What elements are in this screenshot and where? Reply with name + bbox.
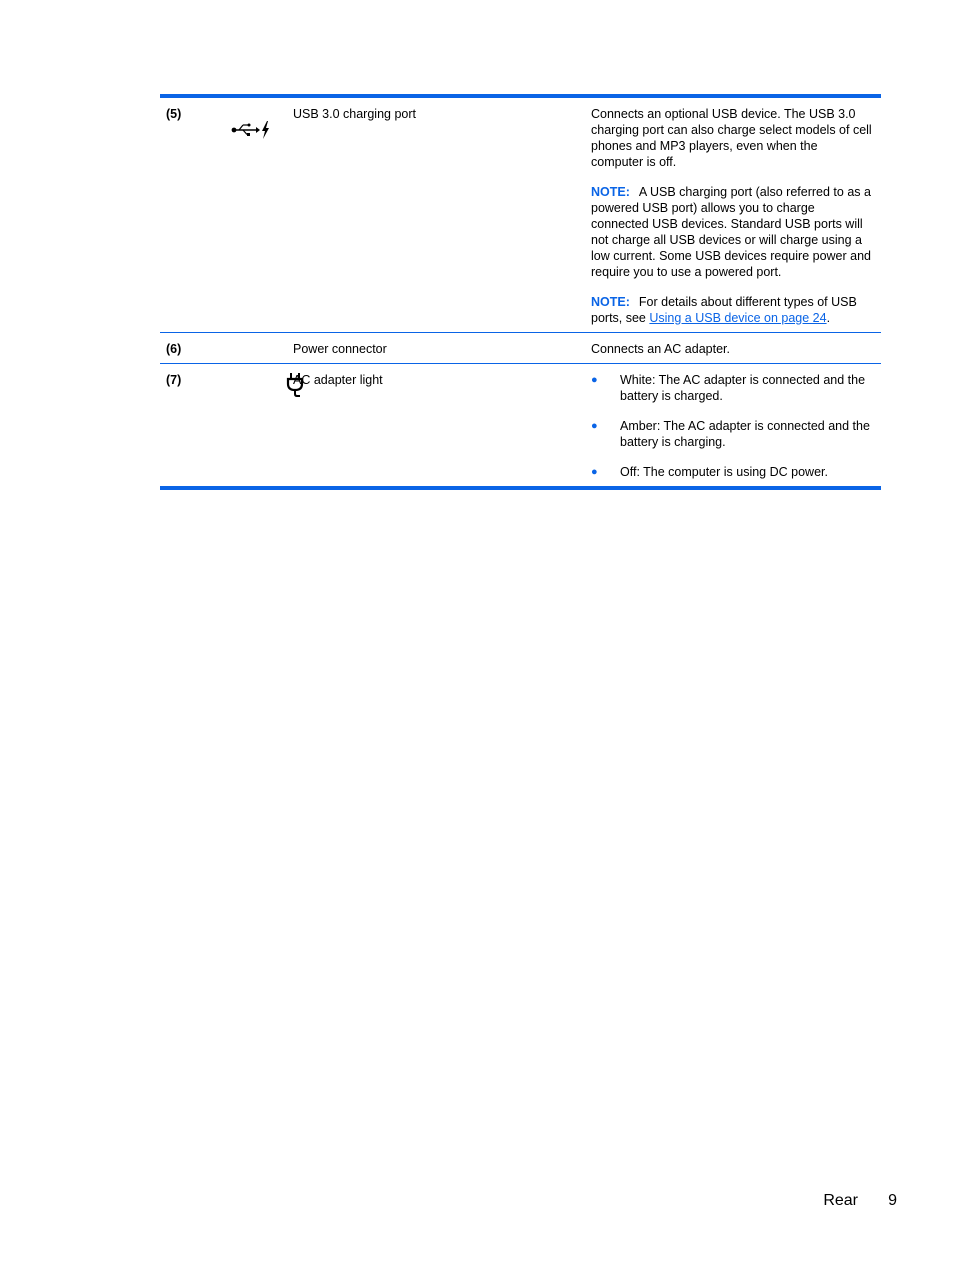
list-item-text: White: The AC adapter is connected and the battery is charged. bbox=[620, 373, 866, 403]
component-name: Power connector bbox=[293, 342, 387, 356]
item-number: (6) bbox=[166, 342, 182, 356]
bullet-icon: ● bbox=[591, 466, 598, 478]
note-text: A USB charging port (also referred to as a powered USB port) allows you to charge connected USB devices. Standard USB ports will not charge all USB devices or will charge using a low current. Some USB devices require power and require you to use a powered port. bbox=[591, 185, 871, 279]
usb-charging-icon bbox=[218, 98, 292, 332]
item-number: (5) bbox=[166, 107, 182, 121]
table-row bbox=[160, 363, 881, 486]
component-name: USB 3.0 charging port bbox=[293, 107, 416, 121]
note-text: For details about different types of USB ports, see bbox=[591, 295, 857, 325]
table-row bbox=[160, 98, 881, 332]
note-end: . bbox=[826, 311, 831, 325]
component-description bbox=[591, 364, 881, 486]
list-item-text: Amber: The AC adapter is connected and the battery is charging. bbox=[620, 419, 870, 449]
components-table bbox=[160, 94, 881, 490]
item-number: (7) bbox=[166, 373, 182, 387]
component-description bbox=[591, 98, 881, 332]
note bbox=[591, 294, 873, 326]
icon-cell-empty bbox=[218, 333, 292, 363]
page-footer bbox=[0, 1192, 954, 1212]
usb-device-link[interactable]: Using a USB device on page 24 bbox=[649, 311, 827, 325]
list-item-text: Off: The computer is using DC power. bbox=[620, 465, 828, 479]
bullet-icon: ● bbox=[591, 374, 598, 386]
component-description bbox=[591, 333, 881, 363]
page-number: 9 bbox=[888, 1192, 897, 1209]
note-label: NOTE: bbox=[591, 185, 630, 199]
status-list bbox=[591, 372, 873, 480]
ac-adapter-plug-icon bbox=[218, 364, 292, 486]
list-item bbox=[591, 372, 873, 404]
description-text: Connects an AC adapter. bbox=[591, 342, 730, 356]
component-name: AC adapter light bbox=[293, 373, 383, 387]
note-label: NOTE: bbox=[591, 295, 630, 309]
bullet-icon: ● bbox=[591, 420, 598, 432]
table-row bbox=[160, 332, 881, 363]
list-item bbox=[591, 464, 873, 480]
note bbox=[591, 184, 873, 280]
footer-section-title: Rear bbox=[823, 1192, 858, 1209]
description-text: Connects an optional USB device. The USB 3.0 charging port can also charge select models of cell phones and MP3 players, even when the computer is off. bbox=[591, 107, 872, 169]
list-item bbox=[591, 418, 873, 450]
